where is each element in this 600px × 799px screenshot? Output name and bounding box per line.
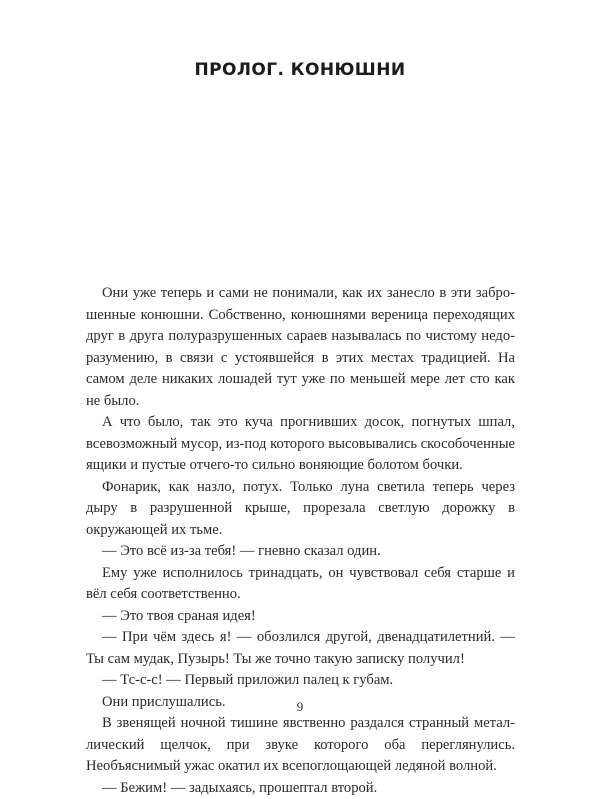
paragraph: — Бежим! — задыхаясь, прошептал второй. [86,778,515,799]
chapter-title: ПРОЛОГ. КОНЮШНИ [0,60,600,80]
paragraph: А что было, так это куча прогнивших досок, погнутых шпал, всевозможный мусор, из-под которого высовывались скособоченные ящики и пустые отчего-то сильно воняющие болотом бочки. [86,412,515,477]
paragraph: Фонарик, как назло, потух. Только луна светила теперь через дыру в разрушенной крыше, прорезала светлую дорожку в окружающей их тьме. [86,477,515,542]
paragraph: — При чём здесь я! — обозлился другой, двенадцатилетний. — Ты сам мудак, Пузырь! Ты же точно такую записку получил! [86,627,515,670]
paragraph: — Это всё из-за тебя! — гневно сказал один. [86,541,515,563]
paragraph: Они уже теперь и сами не понимали, как их занесло в эти заброшенные конюшни. Собственно, конюшнями вереница переходящих друг в друга полуразрушенных сараев называлась по чистому недоразумению, в связи с устоявшейся в этих местах традицией. На самом деле никаких лошадей тут уже по меньшей мере лет сто как не было. [86,283,515,412]
paragraph: — Это твоя сраная идея! [86,606,515,628]
body-text [86,283,515,799]
page-number: 9 [0,699,600,715]
paragraph: Они прислушались. [86,692,515,714]
paragraph: Ему уже исполнилось тринадцать, он чувствовал себя старше и вёл себя соответственно. [86,563,515,606]
paragraph: В звенящей ночной тишине явственно раздался странный металлический щелчок, при звуке которого оба переглянулись. Необъяснимый ужас окатил их всепоглощающей ледяной волной. [86,713,515,778]
paragraph: — Тс-с-с! — Первый приложил палец к губам. [86,670,515,692]
